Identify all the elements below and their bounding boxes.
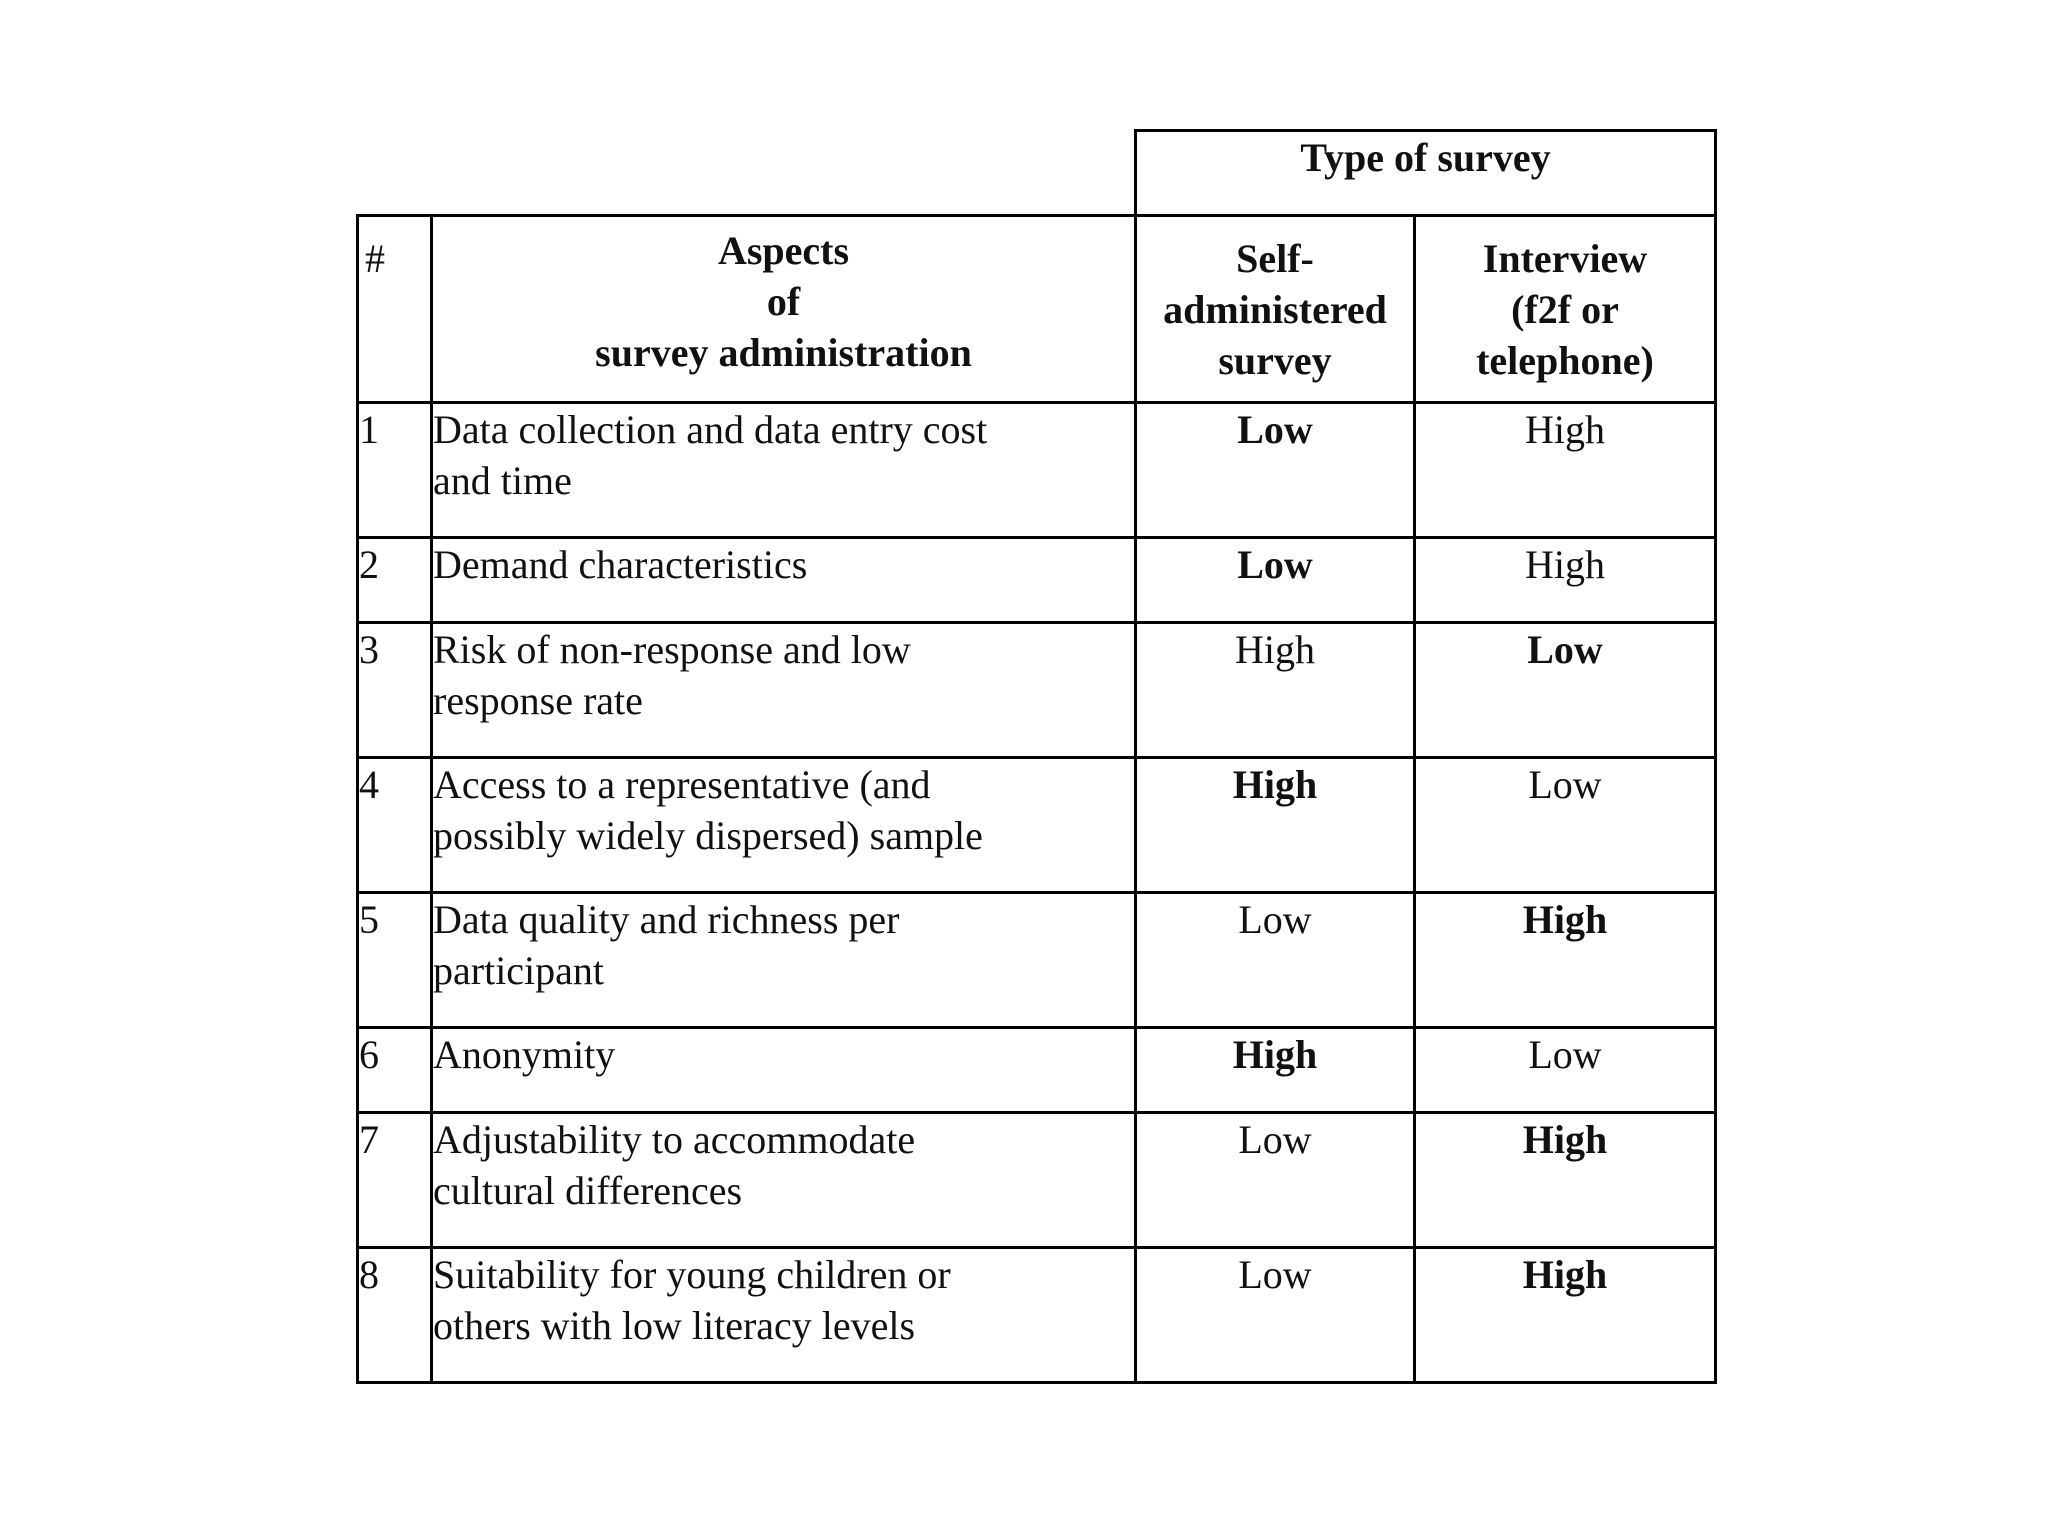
table-row bbox=[358, 403, 1716, 538]
interview-rating: High bbox=[1415, 893, 1716, 1028]
table-row bbox=[358, 623, 1716, 758]
group-header-row bbox=[358, 131, 1716, 216]
self-administered-rating: Low bbox=[1136, 893, 1415, 1028]
aspect-text-line: response rate bbox=[433, 678, 643, 723]
aspect-text-line: Access to a representative (and bbox=[433, 762, 931, 807]
self-administered-rating: Low bbox=[1136, 1248, 1415, 1383]
row-number: 5 bbox=[358, 893, 432, 1028]
aspect-text-line: Data collection and data entry cost bbox=[433, 407, 988, 452]
header-line: Interview bbox=[1482, 236, 1648, 281]
row-number: 2 bbox=[358, 538, 432, 623]
header-line: of bbox=[766, 279, 801, 324]
header-line: administered bbox=[1163, 287, 1387, 332]
aspect-text-line: participant bbox=[433, 948, 605, 993]
number-column-header: # bbox=[358, 216, 432, 403]
interview-rating: Low bbox=[1415, 758, 1716, 893]
table-row bbox=[358, 893, 1716, 1028]
table-row bbox=[358, 1248, 1716, 1383]
self-administered-rating: Low bbox=[1136, 403, 1415, 538]
aspect-text-line: Suitability for young children or bbox=[433, 1252, 951, 1297]
aspect-text-line: and time bbox=[433, 458, 572, 503]
aspect-cell bbox=[432, 538, 1136, 623]
aspect-cell bbox=[432, 403, 1136, 538]
row-number: 7 bbox=[358, 1113, 432, 1248]
header-line: survey bbox=[1218, 338, 1332, 383]
header-line: Self- bbox=[1236, 236, 1314, 281]
aspect-text-line: cultural differences bbox=[433, 1168, 743, 1213]
aspect-text-line: Data quality and richness per bbox=[433, 897, 900, 942]
interview-column-header bbox=[1415, 216, 1716, 403]
self-administered-rating: High bbox=[1136, 623, 1415, 758]
interview-rating: High bbox=[1415, 538, 1716, 623]
header-line: (f2f or bbox=[1511, 287, 1619, 332]
self-administered-rating: High bbox=[1136, 1028, 1415, 1113]
interview-rating: High bbox=[1415, 1248, 1716, 1383]
aspect-cell bbox=[432, 1113, 1136, 1248]
header-line: telephone) bbox=[1476, 338, 1654, 383]
blank-cell bbox=[432, 131, 1136, 216]
aspect-text-line: possibly widely dispersed) sample bbox=[433, 813, 983, 858]
self-administered-rating: Low bbox=[1136, 1113, 1415, 1248]
aspect-text-line: Adjustability to accommodate bbox=[433, 1117, 916, 1162]
self-administered-rating: High bbox=[1136, 758, 1415, 893]
aspect-text-line: Risk of non-response and low bbox=[433, 627, 911, 672]
table-row bbox=[358, 1028, 1716, 1113]
interview-rating: Low bbox=[1415, 623, 1716, 758]
interview-rating: High bbox=[1415, 403, 1716, 538]
aspect-text-line: others with low literacy levels bbox=[433, 1303, 916, 1348]
interview-rating: High bbox=[1415, 1113, 1716, 1248]
row-number: 8 bbox=[358, 1248, 432, 1383]
aspect-cell bbox=[432, 623, 1136, 758]
table-row bbox=[358, 1113, 1716, 1248]
table-row bbox=[358, 538, 1716, 623]
header-line: survey administration bbox=[595, 330, 972, 375]
self-administered-column-header bbox=[1136, 216, 1415, 403]
type-of-survey-header: Type of survey bbox=[1136, 131, 1716, 216]
row-number: 1 bbox=[358, 403, 432, 538]
survey-comparison-table bbox=[356, 129, 1717, 1384]
column-header-row bbox=[358, 216, 1716, 403]
aspect-cell bbox=[432, 1028, 1136, 1113]
header-line: Aspects bbox=[717, 228, 850, 273]
row-number: 4 bbox=[358, 758, 432, 893]
table-body bbox=[358, 403, 1716, 1383]
aspect-text-line: Demand characteristics bbox=[433, 542, 808, 587]
table-row bbox=[358, 758, 1716, 893]
aspect-cell bbox=[432, 758, 1136, 893]
interview-rating: Low bbox=[1415, 1028, 1716, 1113]
aspect-text-line: Anonymity bbox=[433, 1032, 616, 1077]
aspect-column-header bbox=[432, 216, 1136, 403]
aspect-cell bbox=[432, 1248, 1136, 1383]
row-number: 6 bbox=[358, 1028, 432, 1113]
aspect-cell bbox=[432, 893, 1136, 1028]
blank-cell bbox=[358, 131, 432, 216]
self-administered-rating: Low bbox=[1136, 538, 1415, 623]
row-number: 3 bbox=[358, 623, 432, 758]
